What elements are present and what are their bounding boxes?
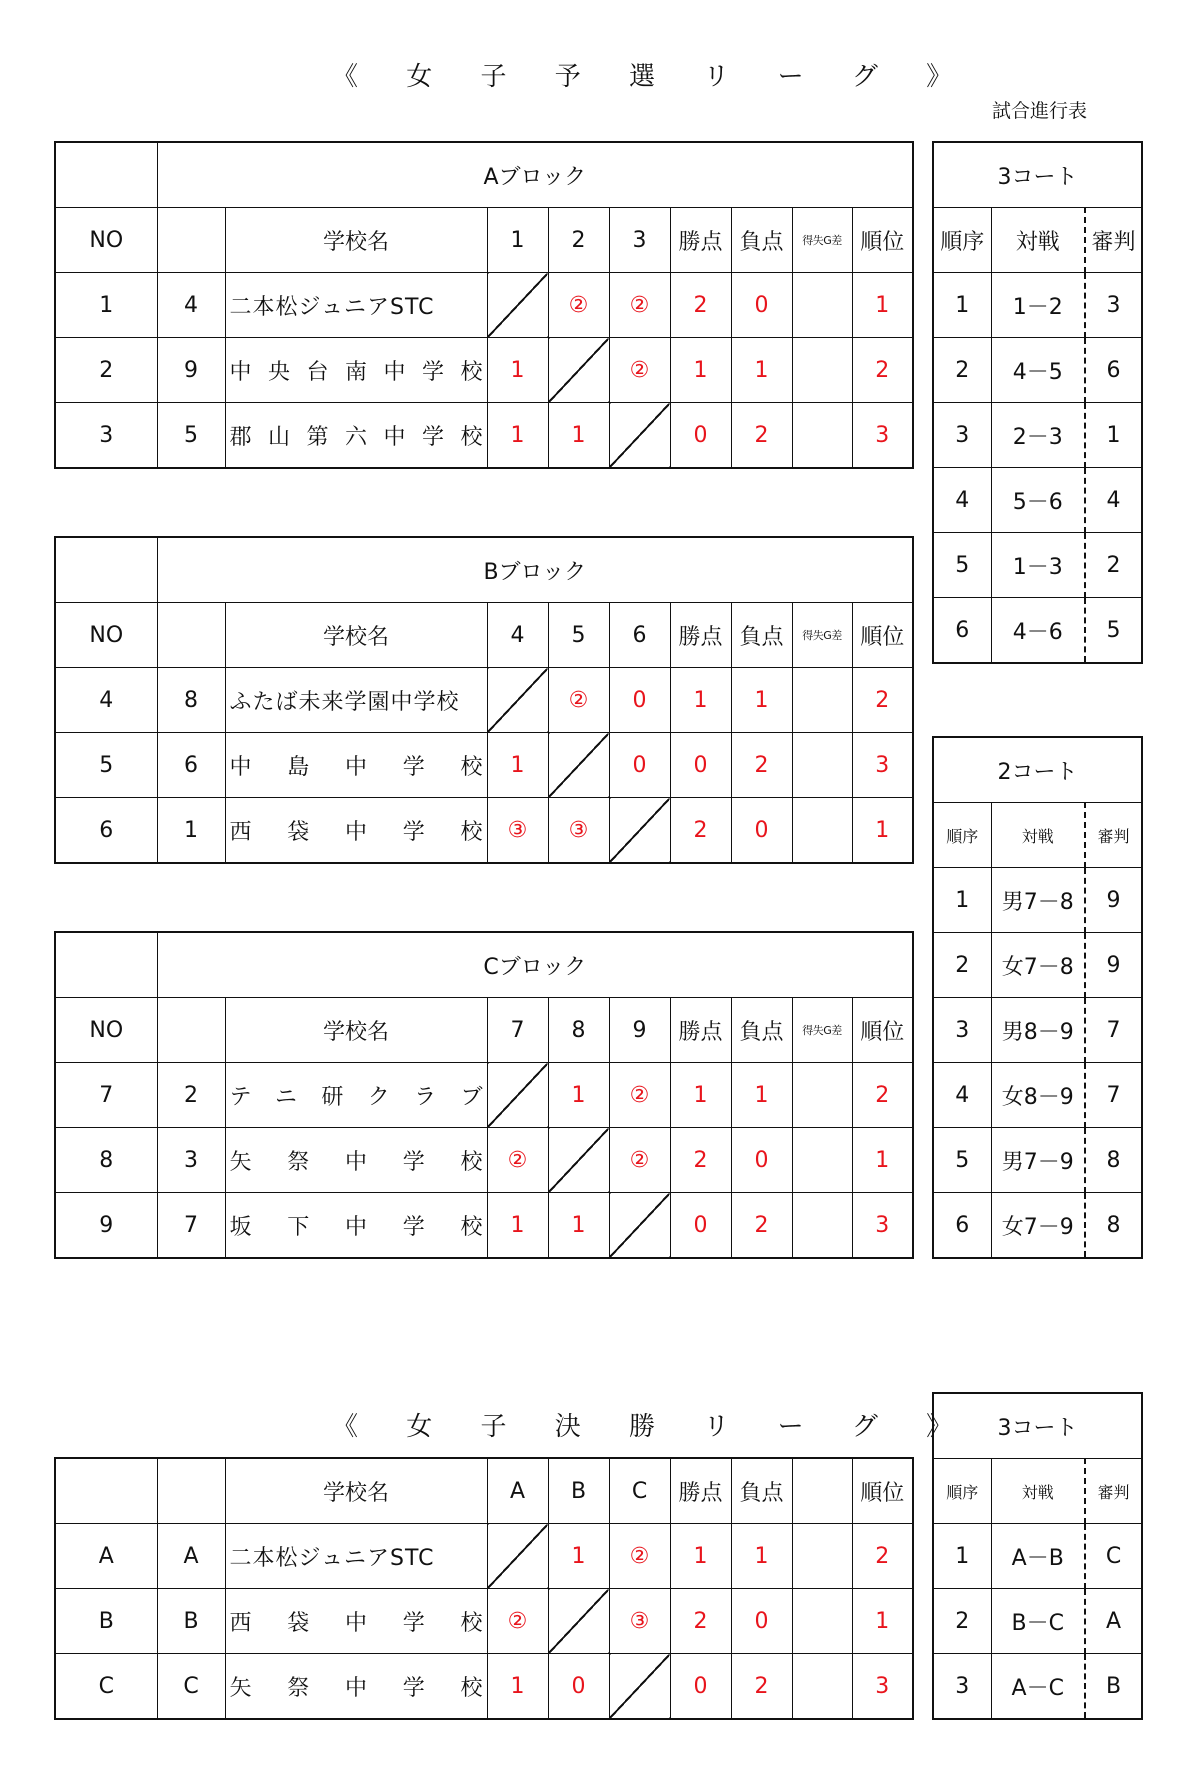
self-match-cell — [487, 273, 548, 338]
match: 2－3 — [991, 403, 1085, 468]
referee: 9 — [1085, 933, 1142, 998]
order: 2 — [933, 338, 991, 403]
col-header: 2 — [548, 208, 609, 273]
blank-cell — [792, 1524, 852, 1589]
loss-points: 1 — [731, 1524, 792, 1589]
school-name: 二本松ジュニアSTC — [225, 273, 487, 338]
no-header: NO — [55, 208, 157, 273]
match-header: 対戦 — [991, 208, 1085, 273]
match: 4－5 — [991, 338, 1085, 403]
prelim-title: 《 女 子 予 選 リ ー グ 》 — [332, 62, 973, 92]
school-header: 学校名 — [225, 208, 487, 273]
goal-diff — [792, 798, 852, 864]
order: 4 — [933, 468, 991, 533]
school-name: 郡山第六中学校 — [225, 403, 487, 469]
loss-points: 2 — [731, 1654, 792, 1720]
match: 男7－8 — [991, 868, 1085, 933]
match: 1－3 — [991, 533, 1085, 598]
rank: 2 — [852, 668, 913, 733]
block-corner — [55, 142, 157, 208]
win-points-header: 勝点 — [670, 1458, 731, 1524]
team-no: 2 — [55, 338, 157, 403]
team-no: 4 — [55, 668, 157, 733]
match: 男7－9 — [991, 1128, 1085, 1193]
block-corner — [55, 537, 157, 603]
match-result: ③ — [487, 798, 548, 864]
goal-diff-header: 得失G差 — [792, 603, 852, 668]
school-name: 矢祭中学校 — [225, 1128, 487, 1193]
team-seed: C — [157, 1654, 225, 1720]
team-no: C — [55, 1654, 157, 1720]
match-result: 1 — [548, 1063, 609, 1128]
team-seed: 1 — [157, 798, 225, 864]
goal-diff-header: 得失G差 — [792, 998, 852, 1063]
match-header: 対戦 — [991, 1459, 1085, 1524]
court3-final-table — [932, 1392, 1143, 1720]
court-title: 2コート — [933, 737, 1142, 803]
match-result: ② — [487, 1128, 548, 1193]
match: 女7－8 — [991, 933, 1085, 998]
school-name: 矢祭中学校 — [225, 1654, 487, 1720]
win-points: 2 — [670, 798, 731, 864]
blank-header — [792, 1458, 852, 1524]
col-header: C — [609, 1458, 670, 1524]
rank: 2 — [852, 338, 913, 403]
referee: A — [1085, 1589, 1142, 1654]
goal-diff — [792, 1128, 852, 1193]
self-match-cell — [548, 1589, 609, 1654]
block-corner — [55, 932, 157, 998]
goal-diff — [792, 273, 852, 338]
self-match-cell — [487, 668, 548, 733]
win-points-header: 勝点 — [670, 208, 731, 273]
loss-points: 2 — [731, 733, 792, 798]
team-no: 9 — [55, 1193, 157, 1259]
goal-diff — [792, 403, 852, 469]
rank: 3 — [852, 733, 913, 798]
order: 1 — [933, 1524, 991, 1589]
col-header: 7 — [487, 998, 548, 1063]
rank: 2 — [852, 1524, 913, 1589]
referee: 6 — [1085, 338, 1142, 403]
col-header: 9 — [609, 998, 670, 1063]
rank: 1 — [852, 798, 913, 864]
goal-diff-header: 得失G差 — [792, 208, 852, 273]
school-name: 西袋中学校 — [225, 798, 487, 864]
match: A－C — [991, 1654, 1085, 1720]
school-name: テニ研クラブ — [225, 1063, 487, 1128]
school-name: 中央台南中学校 — [225, 338, 487, 403]
team-no: 1 — [55, 273, 157, 338]
match-result: ② — [487, 1589, 548, 1654]
school-name: 坂下中学校 — [225, 1193, 487, 1259]
order: 1 — [933, 868, 991, 933]
school-header: 学校名 — [225, 1458, 487, 1524]
referee: 8 — [1085, 1193, 1142, 1259]
self-match-cell — [548, 338, 609, 403]
match: 5－6 — [991, 468, 1085, 533]
loss-points: 0 — [731, 1128, 792, 1193]
win-points: 0 — [670, 733, 731, 798]
self-match-cell — [487, 1063, 548, 1128]
school-name: 西袋中学校 — [225, 1589, 487, 1654]
order: 6 — [933, 598, 991, 664]
referee: 3 — [1085, 273, 1142, 338]
order: 5 — [933, 1128, 991, 1193]
referee-header: 審判 — [1085, 1459, 1142, 1524]
col-header: 5 — [548, 603, 609, 668]
loss-points: 0 — [731, 1589, 792, 1654]
order: 3 — [933, 998, 991, 1063]
referee: 1 — [1085, 403, 1142, 468]
referee: 5 — [1085, 598, 1142, 664]
order-header: 順序 — [933, 1459, 991, 1524]
match-result: ② — [609, 1128, 670, 1193]
loss-points: 1 — [731, 1063, 792, 1128]
team-no: 5 — [55, 733, 157, 798]
match: 女8－9 — [991, 1063, 1085, 1128]
win-points: 0 — [670, 1654, 731, 1720]
win-points-header: 勝点 — [670, 998, 731, 1063]
order: 6 — [933, 1193, 991, 1259]
seed-header — [157, 603, 225, 668]
team-seed: A — [157, 1524, 225, 1589]
team-no: 6 — [55, 798, 157, 864]
order: 3 — [933, 403, 991, 468]
match-result: ② — [548, 668, 609, 733]
match: 4－6 — [991, 598, 1085, 664]
match-result: 0 — [609, 668, 670, 733]
final-league-table — [54, 1457, 914, 1720]
col-header: A — [487, 1458, 548, 1524]
self-match-cell — [609, 798, 670, 864]
win-points: 1 — [670, 338, 731, 403]
match-result: 1 — [548, 1193, 609, 1259]
team-no: 3 — [55, 403, 157, 469]
schedule-subtitle: 試合進行表 — [992, 100, 1088, 122]
match: 1－2 — [991, 273, 1085, 338]
match: A－B — [991, 1524, 1085, 1589]
court2-table — [932, 736, 1143, 1259]
rank: 3 — [852, 1654, 913, 1720]
loss-points-header: 負点 — [731, 208, 792, 273]
match-result: 1 — [487, 1193, 548, 1259]
self-match-cell — [609, 1654, 670, 1720]
block-title: Bブロック — [157, 537, 913, 603]
col-header: 4 — [487, 603, 548, 668]
school-header: 学校名 — [225, 603, 487, 668]
match-result: ② — [609, 1524, 670, 1589]
goal-diff — [792, 338, 852, 403]
win-points: 2 — [670, 1128, 731, 1193]
col-header: 3 — [609, 208, 670, 273]
court3-prelim-table — [932, 141, 1143, 664]
rank-header: 順位 — [852, 208, 913, 273]
team-seed: B — [157, 1589, 225, 1654]
rank: 1 — [852, 1128, 913, 1193]
loss-points: 1 — [731, 668, 792, 733]
match: 女7－9 — [991, 1193, 1085, 1259]
order: 4 — [933, 1063, 991, 1128]
rank-header: 順位 — [852, 998, 913, 1063]
order: 2 — [933, 933, 991, 998]
rank-header: 順位 — [852, 1458, 913, 1524]
match-result: 1 — [487, 1654, 548, 1720]
final-title: 《 女 子 決 勝 リ ー グ 》 — [332, 1412, 973, 1442]
team-seed: 7 — [157, 1193, 225, 1259]
referee: 8 — [1085, 1128, 1142, 1193]
order: 2 — [933, 1589, 991, 1654]
loss-points: 2 — [731, 1193, 792, 1259]
win-points: 1 — [670, 668, 731, 733]
rank: 3 — [852, 1193, 913, 1259]
referee: B — [1085, 1654, 1142, 1720]
school-name: 二本松ジュニアSTC — [225, 1524, 487, 1589]
team-no: A — [55, 1524, 157, 1589]
blank-cell — [792, 1654, 852, 1720]
block-b-table — [54, 536, 914, 864]
rank: 1 — [852, 273, 913, 338]
win-points: 2 — [670, 1589, 731, 1654]
match: 男8－9 — [991, 998, 1085, 1063]
team-seed: 9 — [157, 338, 225, 403]
match: B－C — [991, 1589, 1085, 1654]
school-name: 中島中学校 — [225, 733, 487, 798]
referee: 9 — [1085, 868, 1142, 933]
match-result: ② — [548, 273, 609, 338]
goal-diff — [792, 668, 852, 733]
self-match-cell — [609, 403, 670, 469]
team-no: 7 — [55, 1063, 157, 1128]
court-title: 3コート — [933, 142, 1142, 208]
referee: 7 — [1085, 998, 1142, 1063]
referee: 4 — [1085, 468, 1142, 533]
self-match-cell — [548, 1128, 609, 1193]
match-result: 1 — [548, 403, 609, 469]
match-result: 1 — [487, 338, 548, 403]
no-header: NO — [55, 603, 157, 668]
loss-points: 2 — [731, 403, 792, 469]
order: 3 — [933, 1654, 991, 1720]
self-match-cell — [609, 1193, 670, 1259]
team-seed: 5 — [157, 403, 225, 469]
team-seed: 2 — [157, 1063, 225, 1128]
referee: C — [1085, 1524, 1142, 1589]
referee-header: 審判 — [1085, 208, 1142, 273]
team-no: 8 — [55, 1128, 157, 1193]
referee: 7 — [1085, 1063, 1142, 1128]
no-header: NO — [55, 998, 157, 1063]
team-seed: 8 — [157, 668, 225, 733]
self-match-cell — [548, 733, 609, 798]
order: 5 — [933, 533, 991, 598]
team-no: B — [55, 1589, 157, 1654]
match-result: ③ — [609, 1589, 670, 1654]
seed-header — [157, 1458, 225, 1524]
match-result: 1 — [548, 1524, 609, 1589]
referee-header: 審判 — [1085, 803, 1142, 868]
order-header: 順序 — [933, 803, 991, 868]
team-seed: 3 — [157, 1128, 225, 1193]
loss-points-header: 負点 — [731, 998, 792, 1063]
block-c-table — [54, 931, 914, 1259]
team-seed: 4 — [157, 273, 225, 338]
loss-points: 0 — [731, 273, 792, 338]
referee: 2 — [1085, 533, 1142, 598]
col-header: 1 — [487, 208, 548, 273]
court-title: 3コート — [933, 1393, 1142, 1459]
goal-diff — [792, 733, 852, 798]
win-points: 2 — [670, 273, 731, 338]
block-title: Aブロック — [157, 142, 913, 208]
rank: 1 — [852, 1589, 913, 1654]
match-result: ② — [609, 1063, 670, 1128]
rank-header: 順位 — [852, 603, 913, 668]
school-name: ふたば未来学園中学校 — [225, 668, 487, 733]
match-header: 対戦 — [991, 803, 1085, 868]
win-points: 0 — [670, 403, 731, 469]
block-title: Cブロック — [157, 932, 913, 998]
col-header: 8 — [548, 998, 609, 1063]
goal-diff — [792, 1063, 852, 1128]
loss-points-header: 負点 — [731, 1458, 792, 1524]
match-result: ② — [609, 338, 670, 403]
rank: 2 — [852, 1063, 913, 1128]
seed-header — [157, 998, 225, 1063]
self-match-cell — [487, 1524, 548, 1589]
block-a-table — [54, 141, 914, 469]
loss-points: 0 — [731, 798, 792, 864]
col-header: B — [548, 1458, 609, 1524]
col-header: 6 — [609, 603, 670, 668]
win-points: 0 — [670, 1193, 731, 1259]
match-result: 1 — [487, 733, 548, 798]
blank-cell — [792, 1589, 852, 1654]
match-result: 0 — [609, 733, 670, 798]
goal-diff — [792, 1193, 852, 1259]
match-result: 0 — [548, 1654, 609, 1720]
seed-header — [157, 208, 225, 273]
win-points-header: 勝点 — [670, 603, 731, 668]
win-points: 1 — [670, 1063, 731, 1128]
match-result: 1 — [487, 403, 548, 469]
order-header: 順序 — [933, 208, 991, 273]
order: 1 — [933, 273, 991, 338]
loss-points: 1 — [731, 338, 792, 403]
school-header: 学校名 — [225, 998, 487, 1063]
loss-points-header: 負点 — [731, 603, 792, 668]
match-result: ③ — [548, 798, 609, 864]
team-seed: 6 — [157, 733, 225, 798]
final-corner — [55, 1458, 157, 1524]
win-points: 1 — [670, 1524, 731, 1589]
match-result: ② — [609, 273, 670, 338]
rank: 3 — [852, 403, 913, 469]
